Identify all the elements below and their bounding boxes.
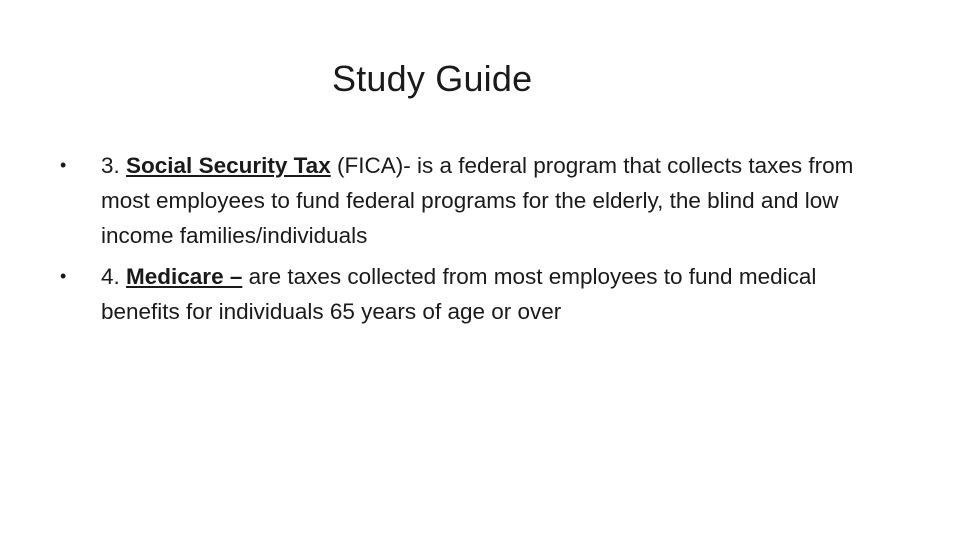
bullet-number: 4. (101, 264, 127, 289)
bullet-icon: • (60, 266, 67, 286)
bullet-list (60, 148, 890, 335)
term-medicare: Medicare – (126, 264, 243, 289)
term-social-security-tax: Social Security Tax (126, 153, 331, 178)
slide-title: Study Guide (332, 58, 533, 99)
bullet-number: 3. (101, 153, 127, 178)
bullet-icon: • (60, 155, 67, 175)
bullet-item-social-security (60, 148, 890, 253)
bullet-text: are taxes collected from most employees to fund medical benefits for individuals 65 years of age or over (101, 264, 817, 324)
bullet-item-medicare (60, 259, 890, 329)
bullet-text: (FICA)- is a federal program that collects taxes from most employees to fund federal programs for the elderly, the blind and low income families/individuals (101, 153, 854, 248)
